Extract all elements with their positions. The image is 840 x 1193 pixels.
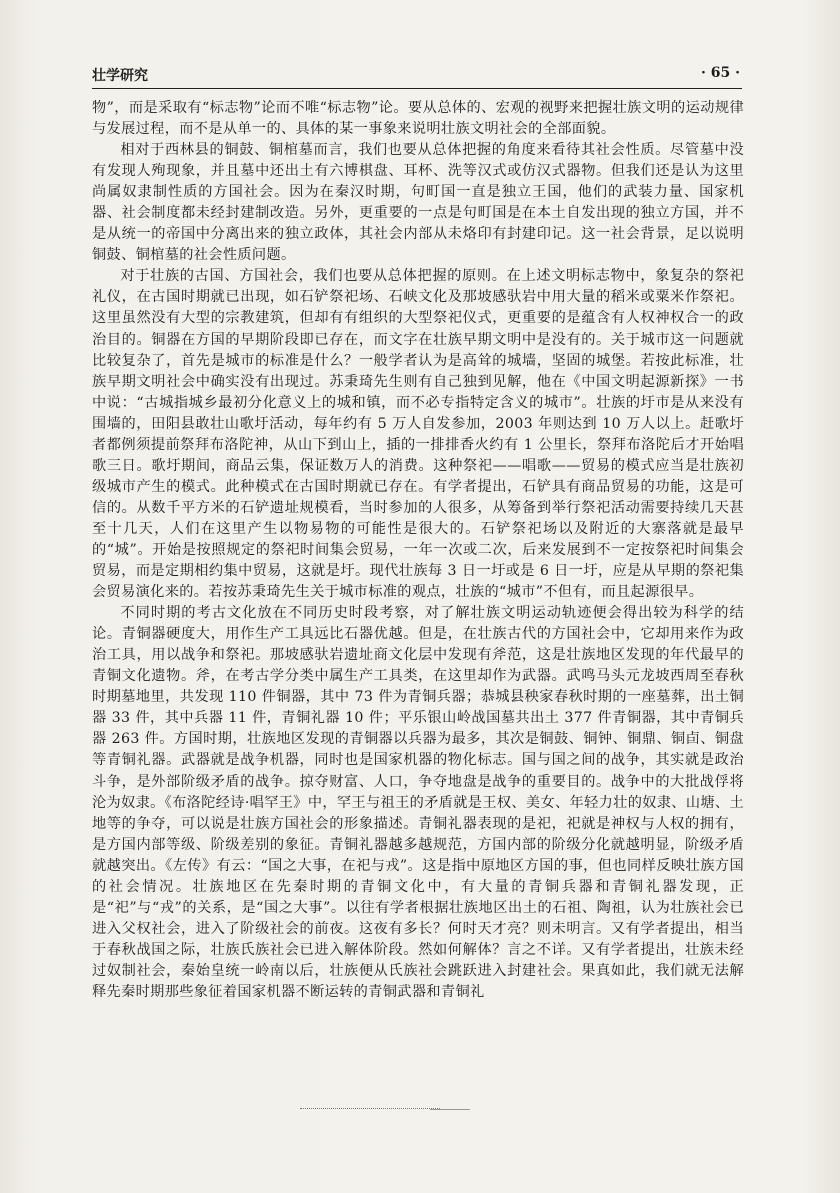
paragraph: 对于壮族的古国、方国社会，我们也要从总体把握的原则。在上述文明标志物中，象复杂的祭祀礼仪，在古国时期就已出现，如石铲祭祀场、石峡文化及那坡感驮岩中用大量的稻米或粟米作祭祀。这里虽然没有大型的宗教建筑，但却有有组织的大型祭祀仪式，更重要的是蕴含有人权神权合一的政治目的。铜器在方国的早期阶段即已存在，而文字在壮族早期文明中是没有的。关于城市这一问题就比较复杂了，首先是城市的标准是什么？一般学者认为是高耸的城墙，坚固的城堡。若按此标准，壮族早期文明社会中确实没有出现过。苏秉琦先生则有自己独到见解，他在《中国文明起源新探》一书中说：“古城指城乡最初分化意义上的城和镇，而不必专指特定含义的城市”。壮族的圩市是从来没有围墙的，田阳县敢壮山歌圩活动，每年约有 5 万人自发参加，2003 年则达到 10 万人以上。赶歌圩者都例须提前祭拜布洛陀神，从山下到山上，插的一排排香火约有 1 公里长，祭拜布洛陀后才开始唱歌三日。歌圩期间，商品云集，保证数万人的消费。这种祭祀——唱歌——贸易的模式应当是壮族初级城市产生的模式。此种模式在古国时期就已存在。有学者提出，石铲具有商品贸易的功能，这是可信的。从数千平方米的石铲遗址规模看，当时参加的人很多，从筹备到举行祭祀活动需要持续几天甚至十几天，人们在这里产生以物易物的可能性是很大的。石铲祭祀场以及附近的大寨落就是最早的“城”。开始是按照规定的祭祀时间集会贸易，一年一次或二次，后来发展到不一定按祭祀时间集会贸易，而是定期相约集中贸易，这就是圩。现代壮族每 3 日一圩或是 6 日一圩，应是从早期的祭祀集会贸易演化来的。若按苏秉琦先生关于城市标准的观点，壮族的“城市”不但有，而且起源很早。 [92, 268, 744, 601]
paragraph: 物”，而是采取有“标志物”论而不唯“标志物”论。要从总体的、宏观的视野来把握壮族文明的运动规律与发展过程，而不是从单一的、具体的某一事象来说明壮族文明社会的全部面貌。 [92, 100, 744, 138]
paragraph: 相对于西林县的铜鼓、铜棺墓而言，我们也要从总体把握的角度来看待其社会性质。尽管墓中没有发现人殉现象，并且墓中还出土有六博棋盘、耳杯、洗等汉式或仿汉式器物。但我们还是认为这里尚属奴隶制性质的方国社会。因为在秦汉时期，句町国一直是独立王国，他们的武装力量、国家机器、社会制度都未经封建制改造。另外，更重要的一点是句町国是在本土自发出现的独立方国，并不是从统一的帝国中分离出来的独立政体，其社会内部从未烙印有封建印记。这一社会背景，足以说明铜鼓、铜棺墓的社会性质问题。 [92, 142, 744, 264]
scan-mark-2 [430, 1109, 470, 1110]
article-body [92, 98, 744, 1003]
page-number: · 65 · [701, 65, 740, 81]
paragraph: 不同时期的考古文化放在不同历史时段考察，对了解壮族文明运动轨迹便会得出较为科学的结论。青铜器硬度大，用作生产工具远比石器优越。但是，在壮族古代的方国社会中，它却用来作为政治工具，用以战争和祭祀。那坡感驮岩遗址商文化层中发现有斧范，这是壮族地区发现的年代最早的青铜文化遗物。斧，在考古学分类中属生产工具类，在这里却作为武器。武鸣马头元龙坡西周至春秋时期墓地里，共发现 110 件铜器，其中 73 件为青铜兵器；恭城县秧家春秋时期的一座墓葬，出土铜器 33 件，其中兵器 11 件，青铜礼器 10 件；平乐银山岭战国墓共出土 377 件青铜器，其中青铜兵器 263 件。方国时期，壮族地区发现的青铜器以兵器为最多，其次是铜鼓、铜钟、铜鼎、铜卣、铜盘等青铜礼器。武器就是战争机器，同时也是国家机器的物化标志。国与国之间的战争，其实就是政治斗争，是外部阶级矛盾的战争。掠夺财富、人口，争夺地盘是战争的重要目的。战争中的大批战俘将沦为奴隶。《布洛陀经诗·唱罕王》中，罕王与祖王的矛盾就是王权、美女、年轻力壮的奴隶、山塘、土地等的争夺，可以说是壮族方国社会的形象描述。青铜礼器表现的是祀，祀就是神权与人权的拥有，是方国内部等级、阶级差别的象征。青铜礼器越多越规范，方国内部的阶级分化就越明显，阶级矛盾就越突出。《左传》有云：“国之大事，在祀与戎”。这是指中原地区方国的事，但也同样反映壮族方国的社会情况。壮族地区在先秦时期的青铜文化中，有大量的青铜兵器和青铜礼器发现，正是“祀”与“戎”的关系，是“国之大事”。以往有学者根据壮族地区出土的石祖、陶祖，认为壮族社会已进入父权社会，进入了阶级社会的前夜。这夜有多长？何时天才亮？则未明言。又有学者提出，相当于春秋战国之际，壮族氏族社会已进入解体阶段。然如何解体？言之不详。又有学者提出，壮族未经过奴制社会，秦始皇统一岭南以后，壮族便从氏族社会跳跃进入封建社会。果真如此，我们就无法解释先秦时期那些象征着国家机器不断运转的青铜武器和青铜礼 [92, 605, 744, 1000]
running-header [92, 62, 740, 86]
scan-mark [300, 1108, 440, 1112]
journal-title: 壮学研究 [92, 68, 148, 84]
header-rule [92, 88, 742, 89]
